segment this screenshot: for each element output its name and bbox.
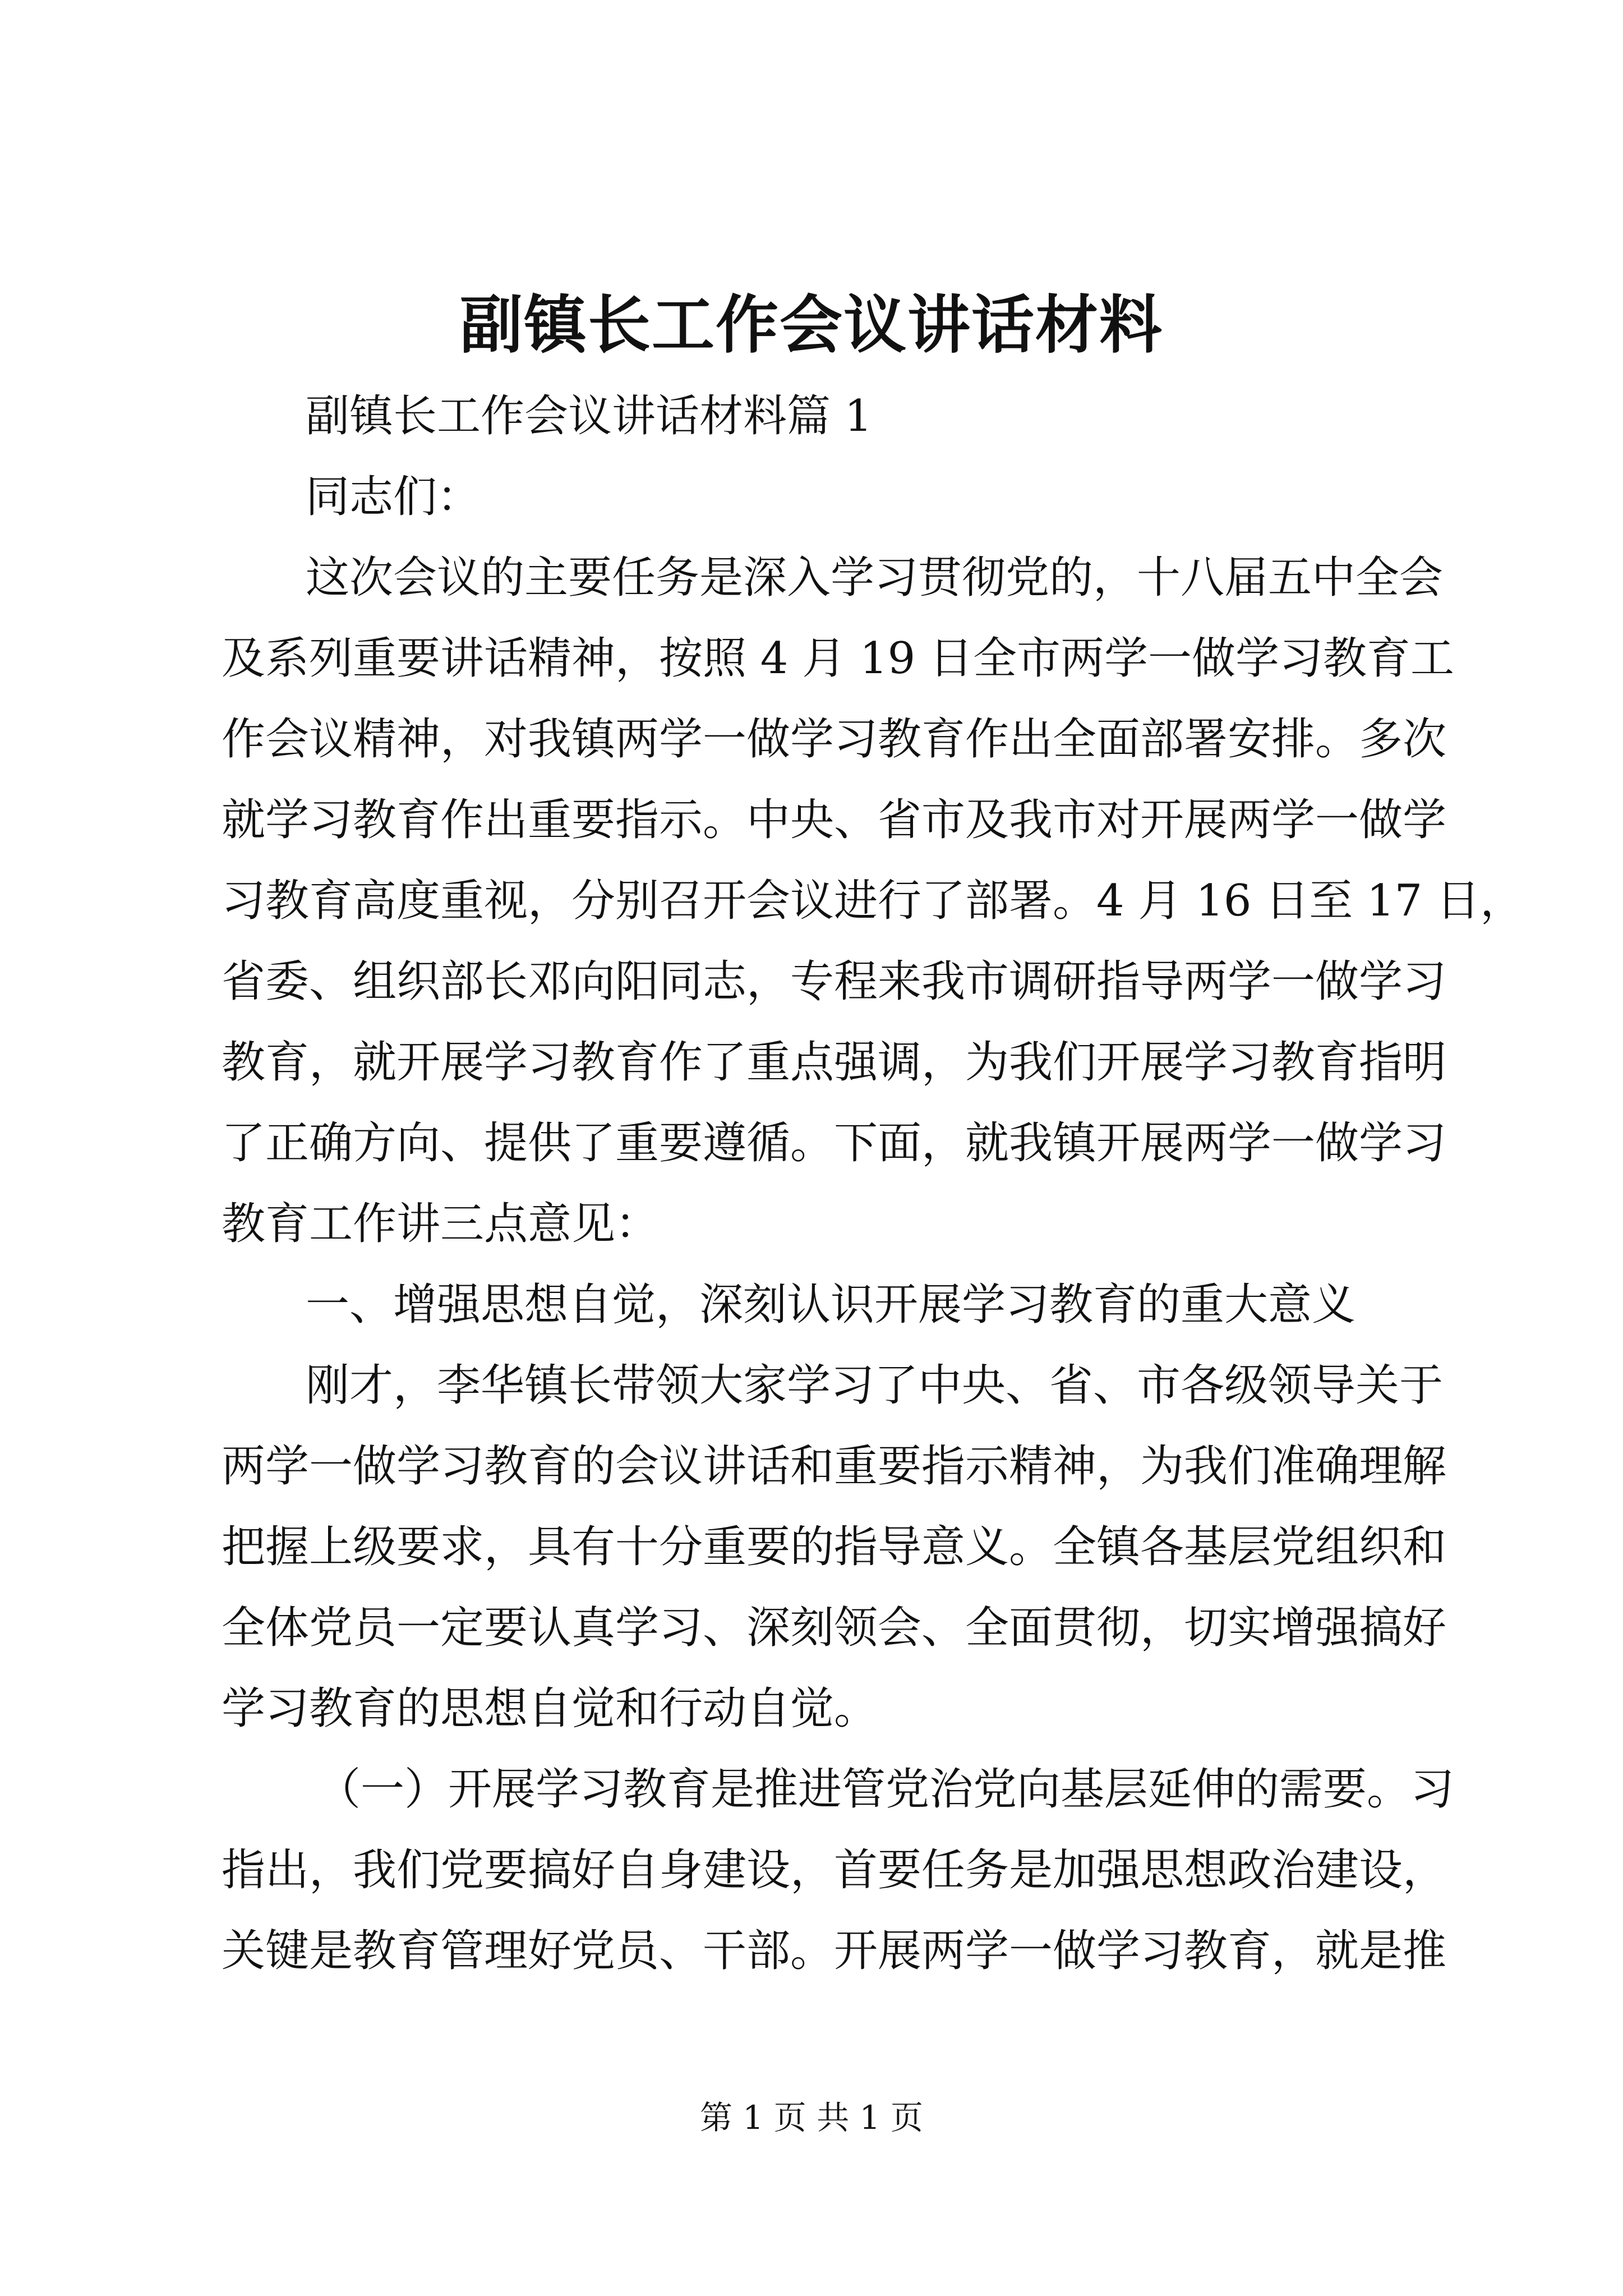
text-line: 这次会议的主要任务是深入学习贯彻党的，十八届五中全会 — [306, 553, 1444, 603]
document-body — [222, 376, 1524, 1991]
section-heading: 副镇长工作会议讲话材料篇 1 — [306, 391, 873, 441]
text-line: 两学一做学习教育的会议讲话和重要指示精神，为我们准确理解 — [222, 1441, 1447, 1492]
text-line: 教育，就开展学习教育作了重点强调，为我们开展学习教育指明 — [222, 1037, 1447, 1088]
document-title: 副镇长工作会议讲话材料 — [460, 288, 1163, 362]
salutation: 同志们： — [306, 472, 481, 522]
section-heading: 一、增强思想自觉，深刻认识开展学习教育的重大意义 — [306, 1280, 1356, 1330]
text-line: 关键是教育管理好党员、干部。开展两学一做学习教育，就是推 — [222, 1926, 1447, 1976]
text-line: 把握上级要求，具有十分重要的指导意义。全镇各基层党组织和 — [222, 1522, 1447, 1572]
text-line: 指出，我们党要搞好自身建设，首要任务是加强思想政治建设， — [222, 1845, 1447, 1895]
text-line: 全体党员一定要认真学习、深刻领会、全面贯彻，切实增强搞好 — [222, 1603, 1447, 1653]
subsection-line: （一）开展学习教育是推进管党治党向基层延伸的需要。习 — [317, 1764, 1455, 1815]
text-line: 学习教育的思想自觉和行动自觉。 — [222, 1683, 878, 1734]
text-line: 习教育高度重视，分别召开会议进行了部署。4 月 16 日至 17 日， — [222, 876, 1524, 926]
text-line: 刚才，李华镇长带领大家学习了中央、省、市各级领导关于 — [306, 1360, 1444, 1411]
text-line: 就学习教育作出重要指示。中央、省市及我市对开展两学一做学 — [222, 795, 1447, 845]
page-footer: 第 1 页 共 1 页 — [700, 2099, 923, 2137]
text-line: 及系列重要讲话精神，按照 4 月 19 日全市两学一做学习教育工 — [222, 633, 1455, 684]
text-line: 省委、组织部长邓向阳同志，专程来我市调研指导两学一做学习 — [222, 956, 1447, 1007]
text-line: 作会议精神，对我镇两学一做学习教育作出全面部署安排。多次 — [222, 714, 1447, 765]
text-line: 教育工作讲三点意见： — [222, 1199, 660, 1249]
text-line: 了正确方向、提供了重要遵循。下面，就我镇开展两学一做学习 — [222, 1118, 1447, 1168]
